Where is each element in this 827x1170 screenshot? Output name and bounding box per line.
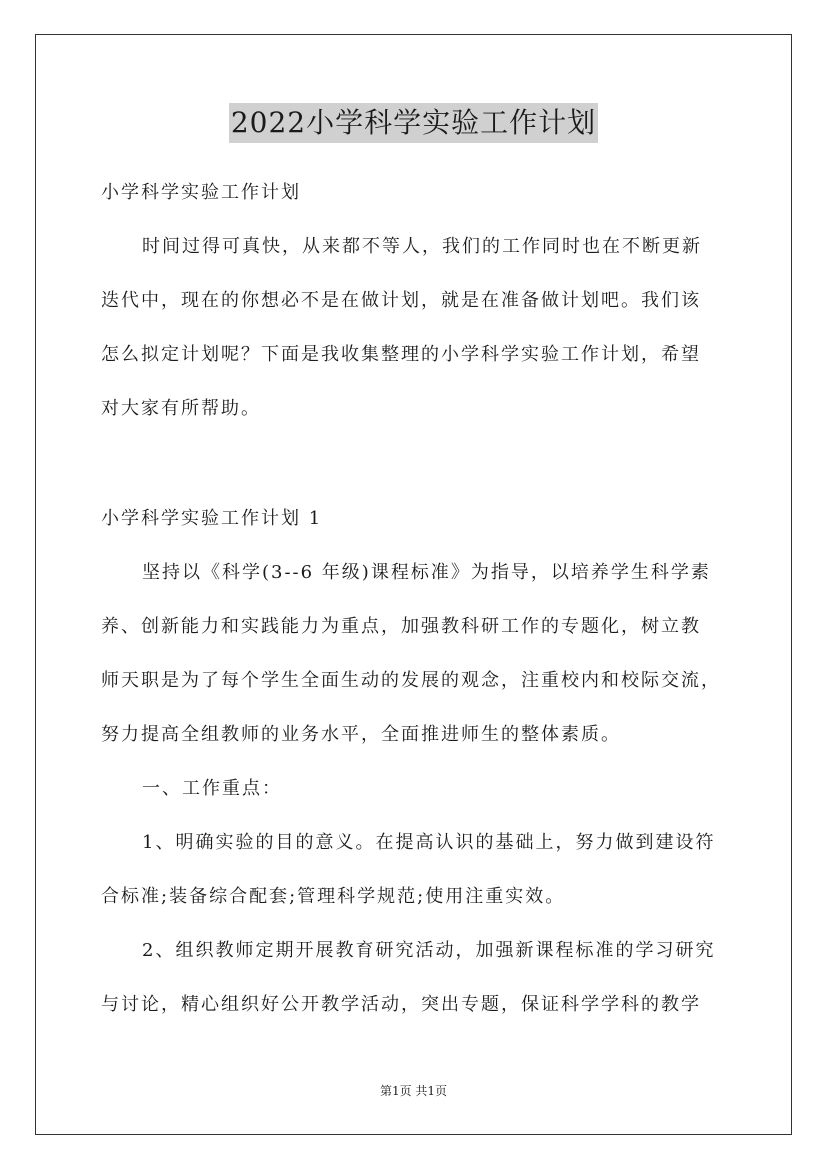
paragraph-line: 与讨论，精心组织好公开教学活动，突出专题，保证科学学科的教学 — [101, 994, 701, 1015]
paragraph-line: 怎么拟定计划呢？下面是我收集整理的小学科学实验工作计划，希望 — [101, 344, 701, 365]
section-heading-plan-1: 小学科学实验工作计划 1 — [101, 508, 323, 529]
paragraph-line: 养、创新能力和实践能力为重点，加强教科研工作的专题化，树立教 — [101, 616, 701, 637]
paragraph-line: 努力提高全组教师的业务水平，全面推进师生的整体素质。 — [101, 724, 621, 745]
title-container — [0, 103, 827, 143]
paragraph-line: 1、明确实验的目的意义。在提高认识的基础上，努力做到建设符 — [142, 832, 716, 853]
document-title: 2022小学科学实验工作计划 — [229, 103, 598, 143]
paragraph-line: 师天职是为了每个学生全面生动的发展的观念，注重校内和校际交流， — [101, 670, 721, 691]
paragraph-line: 时间过得可真快，从来都不等人，我们的工作同时也在不断更新 — [142, 236, 702, 257]
section-heading-intro: 小学科学实验工作计划 — [101, 182, 301, 203]
paragraph-line: 坚持以《科学(3--6 年级)课程标准》为指导，以培养学生科学素 — [142, 562, 711, 583]
paragraph-line: 2、组织教师定期开展教育研究活动，加强新课程标准的学习研究 — [142, 940, 716, 961]
paragraph-line: 迭代中，现在的你想必不是在做计划，就是在准备做计划吧。我们该 — [101, 290, 701, 311]
paragraph-line: 对大家有所帮助。 — [101, 398, 261, 419]
paragraph-line: 合标准;装备综合配套;管理科学规范;使用注重实效。 — [101, 886, 566, 907]
page-footer: 第1页 共1页 — [379, 1084, 448, 1098]
subsection-heading: 一、工作重点： — [142, 778, 282, 799]
